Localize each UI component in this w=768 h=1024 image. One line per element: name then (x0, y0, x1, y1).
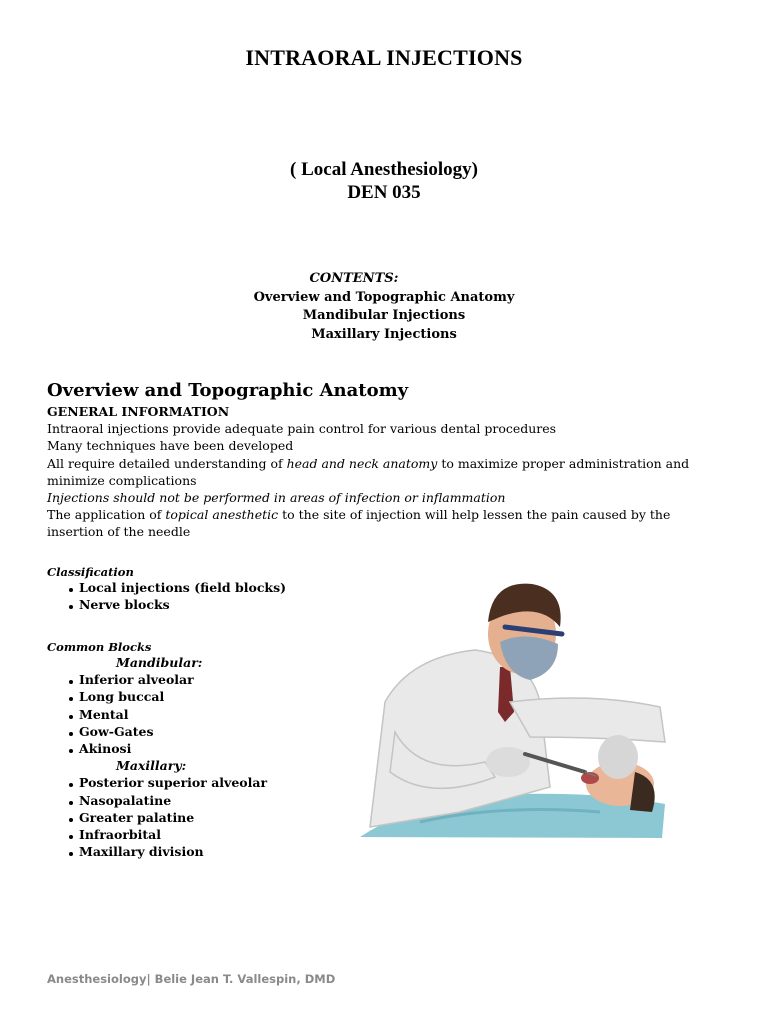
emphasis-text: Injections should not be performed in areas of infection or inflammation (47, 490, 506, 506)
mandibular-heading: Mandibular: (116, 655, 203, 670)
course-name: ( Local Anesthesiology) (290, 159, 478, 180)
list-item: Nasopalatine (69, 792, 267, 809)
list-item: Greater palatine (69, 809, 267, 826)
contents-item: Mandibular Injections (302, 308, 466, 323)
contents-item: Overview and Topographic Anatomy (253, 289, 515, 305)
maxillary-list (47, 774, 267, 860)
mandibular-list (47, 671, 267, 757)
page-footer: Anesthesiology| Belie Jean T. Vallespin, DMD (47, 972, 336, 986)
course-subtitle (0, 158, 768, 204)
common-blocks-block (47, 640, 267, 860)
contents-item: Maxillary Injections (311, 326, 457, 342)
paragraph-line (47, 489, 727, 506)
text-run: to maximize proper administration and minimize complications (47, 455, 690, 488)
list-item: Long buccal (69, 688, 267, 705)
list-item: Inferior alveolar (69, 671, 267, 688)
list-item: Posterior superior alveolar (69, 774, 267, 791)
list-item: Gow-Gates (69, 723, 267, 740)
contents-block (0, 270, 768, 344)
classification-heading: Classification (47, 565, 134, 579)
classification-block (47, 565, 286, 613)
paragraph-line (47, 455, 727, 489)
dentist-glove-left (486, 747, 530, 777)
list-item: Local injections (field blocks) (69, 579, 286, 596)
course-code: DEN 035 (347, 182, 421, 203)
paragraph-line: Intraoral injections provide adequate pain control for various dental procedures (47, 421, 557, 437)
text-run: All require detailed understanding of (47, 455, 287, 471)
contents-heading: CONTENTS: (309, 271, 399, 286)
list-item: Akinosi (69, 740, 267, 757)
emphasis-text: topical anesthetic (165, 507, 279, 523)
paragraph-line (47, 506, 727, 540)
list-item: Maxillary division (69, 843, 267, 860)
paragraph-line: Many techniques have been developed (47, 438, 294, 454)
general-information-heading: GENERAL INFORMATION (47, 404, 230, 419)
emphasis-text: head and neck anatomy (286, 455, 438, 471)
dentist-injection-illustration (300, 572, 720, 872)
maxillary-heading: Maxillary: (116, 758, 187, 774)
dentist-glove-right (598, 735, 638, 779)
list-item: Nerve blocks (69, 596, 286, 613)
text-run: to the site of injection will help lessen the pain caused by the insertion of the needle (47, 507, 671, 540)
page-title: INTRAORAL INJECTIONS (245, 45, 523, 70)
list-item: Infraorbital (69, 826, 267, 843)
dentist-arm-right (510, 698, 665, 742)
text-run: The application of (47, 507, 166, 523)
general-information (47, 403, 727, 541)
classification-list (47, 579, 286, 613)
list-item: Mental (69, 706, 267, 723)
section-title: Overview and Topographic Anatomy (47, 380, 409, 401)
common-blocks-heading: Common Blocks (47, 640, 152, 654)
